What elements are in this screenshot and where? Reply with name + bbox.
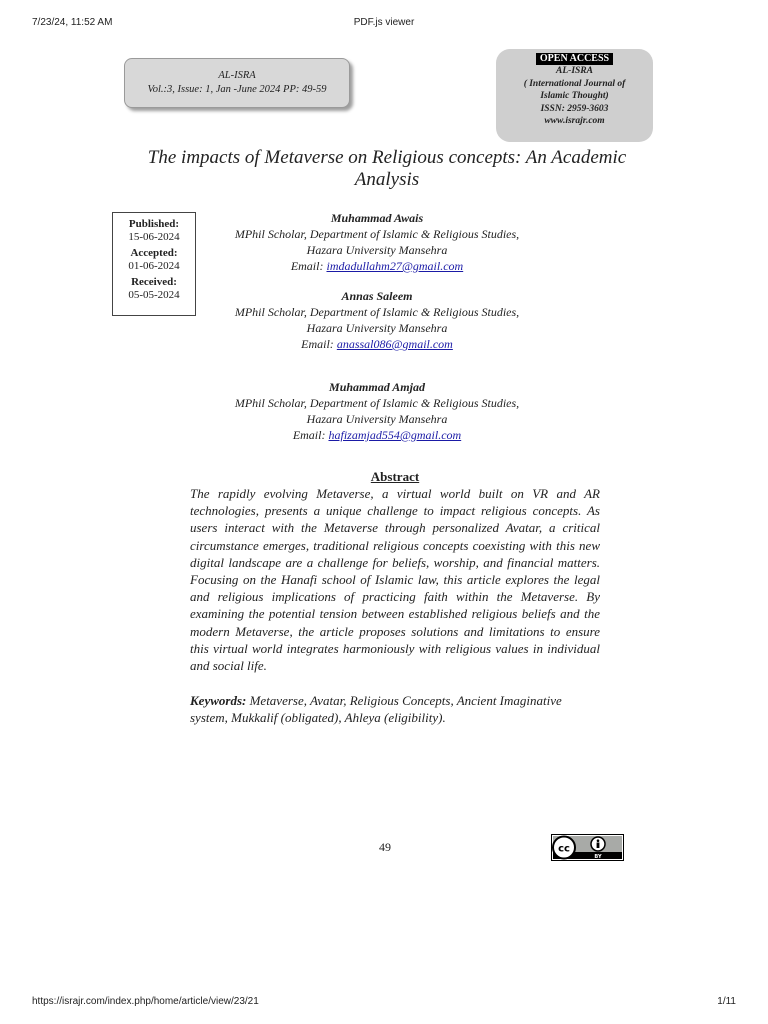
email-label: Email:	[301, 337, 337, 351]
author-affiliation: MPhil Scholar, Department of Islamic & Religious Studies,	[234, 305, 520, 319]
dates-box	[112, 212, 196, 316]
author-block	[190, 379, 564, 443]
oa-journal-line2: Islamic Thought)	[540, 91, 609, 101]
author-email-line	[190, 336, 564, 352]
journal-info-box	[124, 58, 350, 108]
author-email-link[interactable]: imdadullahm27@gmail.com	[326, 259, 464, 273]
accepted-label: Accepted:	[130, 247, 178, 259]
email-label: Email:	[292, 428, 329, 442]
author-university: Hazara University Mansehra	[306, 243, 448, 257]
author-university: Hazara University Mansehra	[306, 412, 448, 426]
license-by-label: BY	[594, 854, 602, 860]
print-footer	[0, 996, 768, 1010]
received-label: Received:	[131, 276, 177, 288]
author-name: Muhammad Awais	[330, 211, 424, 225]
published-date: 15-06-2024	[128, 231, 180, 243]
print-datetime: 7/23/24, 11:52 AM	[32, 17, 113, 28]
keywords-label: Keywords:	[190, 693, 247, 708]
author-university: Hazara University Mansehra	[306, 321, 448, 335]
open-access-label: OPEN ACCESS	[536, 53, 613, 65]
print-page-counter: 1/11	[717, 996, 736, 1007]
published-label: Published:	[128, 218, 180, 230]
author-email-line	[190, 258, 564, 274]
svg-text:cc: cc	[558, 843, 570, 855]
cc-by-icon	[551, 834, 624, 861]
author-block	[190, 288, 564, 352]
author-affiliation: MPhil Scholar, Department of Islamic & Religious Studies,	[234, 227, 520, 241]
author-email-line	[190, 427, 564, 443]
author-email-link[interactable]: anassal086@gmail.com	[336, 337, 453, 351]
author-email-link[interactable]: hafizamjad554@gmail.com	[328, 428, 462, 442]
open-access-box	[496, 49, 653, 142]
journal-issue: Vol.:3, Issue: 1, Jan -June 2024 PP: 49-59	[147, 84, 327, 95]
abstract-body: The rapidly evolving Metaverse, a virtual world built on VR and AR technologies, presents a unique challenge to impact religious concepts. As users interact with the Metaverse through personalized Avatar, a critical circumstance emerges, traditional religious concepts coexisting with this new digital landscape are a challenge for beliefs, worship, and financial matters. Focusing on the Hanafi school of Islamic law, this article explores the legal and religious implications of practicing faith within the Metaverse. By examining the potential tension between established religious beliefs and the modern Metaverse, the article proposes solutions and limitations to ensure this virtual world integrates harmoniously with religious values in individual and social life.	[190, 486, 600, 674]
keywords-text: Metaverse, Avatar, Religious Concepts, Ancient Imaginative system, Mukkalif (obligated), Ahleya (eligibility).	[190, 693, 562, 726]
oa-journal-name: AL-ISRA	[556, 66, 593, 76]
oa-website: www.israjr.com	[544, 116, 605, 126]
accepted-date: 01-06-2024	[128, 260, 180, 272]
print-page-title: PDF.js viewer	[353, 17, 415, 28]
author-affiliation: MPhil Scholar, Department of Islamic & Religious Studies,	[234, 396, 520, 410]
received-date: 05-05-2024	[128, 289, 180, 301]
print-url: https://israjr.com/index.php/home/article/view/23/21	[32, 996, 259, 1007]
page-number: 49	[379, 840, 391, 854]
author-block	[190, 210, 564, 274]
abstract-heading: Abstract	[370, 469, 420, 484]
email-label: Email:	[290, 259, 327, 273]
article-title: The impacts of Metaverse on Religious concepts: An Academic Analysis	[147, 147, 627, 190]
oa-issn: ISSN: 2959-3603	[540, 103, 609, 114]
author-name: Muhammad Amjad	[329, 380, 425, 394]
print-header	[0, 17, 768, 31]
oa-journal-line1: ( International Journal of	[523, 78, 626, 89]
journal-name: AL-ISRA	[218, 70, 256, 81]
author-name: Annas Saleem	[341, 289, 413, 303]
keywords-line	[190, 692, 600, 726]
